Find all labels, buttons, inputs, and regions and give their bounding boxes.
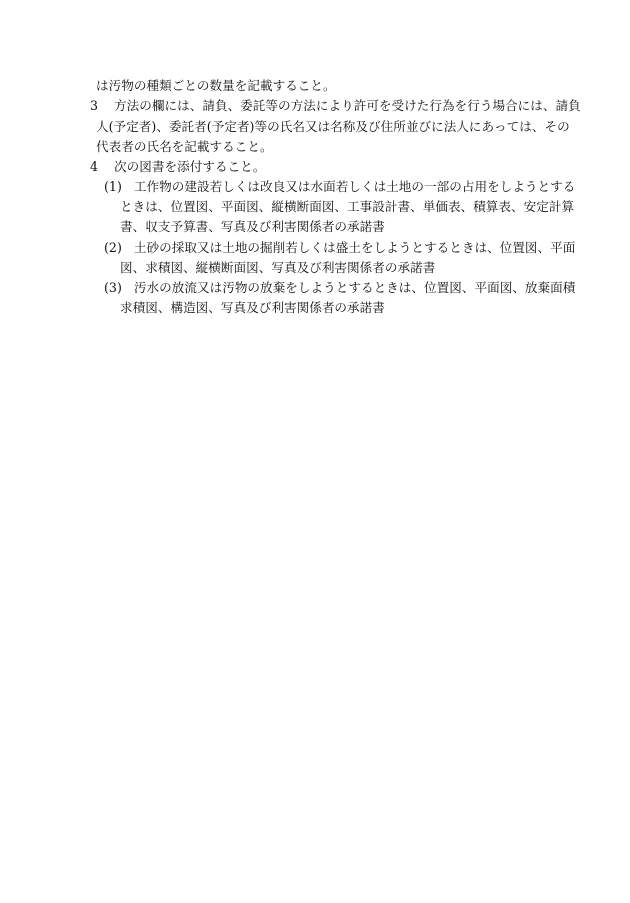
item-3-number: 3 — [90, 98, 99, 113]
subitem-1-number: (1) — [104, 179, 122, 194]
item-4-text: 次の図書を添付すること。 — [114, 159, 266, 174]
continuation-text: は汚物の種類ごとの数量を記載すること。 — [96, 78, 336, 93]
item-3-line-3: 代表者の氏名を記載すること。 — [96, 139, 273, 154]
subitem-2-text-1: 土砂の採取又は土地の掘削若しくは盛土をしようとするときは、位置図、平面 — [133, 240, 576, 255]
subitem-2-line-1 — [104, 238, 575, 258]
subitem-3-line-2: 求積図、構造図、写真及び利害関係者の承諾書 — [120, 300, 385, 315]
subitem-3-number: (3) — [104, 280, 122, 295]
subitem-1-line-2: ときは、位置図、平面図、縦横断面図、工事設計書、単価表、積算表、安定計算 — [120, 199, 575, 214]
subitem-1-line-3: 書、収支予算書、写真及び利害関係者の承諾書 — [120, 219, 385, 234]
item-3-line-2: 人(予定者)、委託者(予定者)等の氏名又は名称及び住所並びに法人にあっては、その — [96, 119, 570, 134]
subitem-2-line-2: 図、求積図、縦横断面図、写真及び利害関係者の承諾書 — [120, 260, 436, 275]
item-4-number: 4 — [90, 159, 99, 174]
item-3-text-1: 方法の欄には、請負、委託等の方法により許可を受けた行為を行う場合には、請負 — [114, 98, 581, 113]
subitem-1-text-1: 工作物の建設若しくは改良又は水面若しくは土地の一部の占用をしようとする — [133, 179, 576, 194]
subitem-3-text-1: 汚水の放流又は汚物の放棄をしようとするときは、位置図、平面図、放棄面積 — [133, 280, 576, 295]
item-3-line-1 — [90, 96, 581, 116]
subitem-2-number: (2) — [104, 240, 122, 255]
subitem-3-line-1 — [104, 278, 575, 298]
subitem-1-line-1 — [104, 177, 575, 197]
item-4-line — [90, 157, 265, 177]
